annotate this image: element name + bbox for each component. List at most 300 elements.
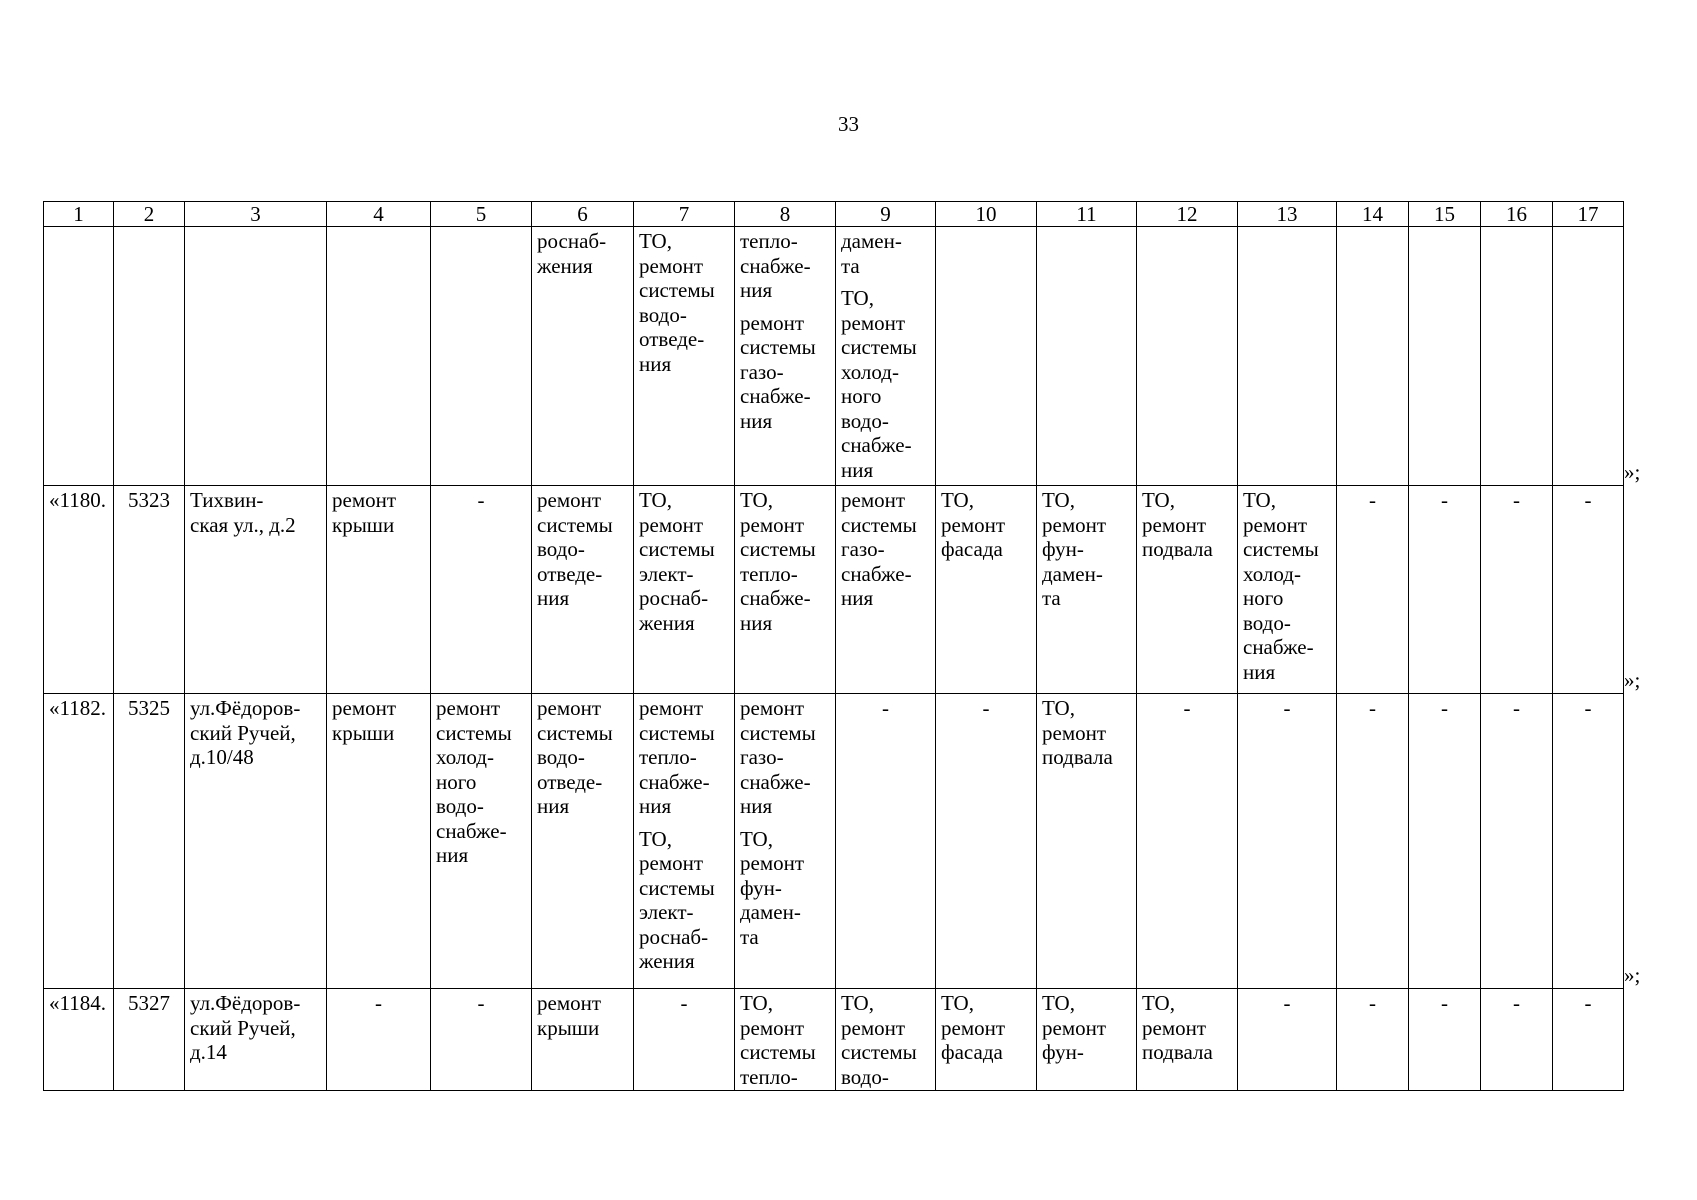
cell-text-line: водо- [841, 1064, 889, 1089]
cell-text-block [1339, 696, 1406, 721]
table-cell [44, 989, 114, 1091]
column-number: 11 [1037, 202, 1137, 227]
cell-text-block [639, 827, 731, 974]
cell-text-line: холод- [841, 359, 899, 384]
cell-text-block [941, 991, 1033, 1065]
column-number: 15 [1409, 202, 1481, 227]
cell-text-line: ремонт [740, 512, 805, 537]
table-row [44, 227, 1624, 486]
row-end-mark: »; [1624, 667, 1641, 692]
cell-text-block [433, 488, 529, 513]
cell-text-line: ремонт [1243, 512, 1308, 537]
cell-text-block [49, 488, 110, 513]
table-cell [936, 989, 1037, 1091]
cell-text-line: дамен- [740, 900, 801, 924]
cell-text-block [1142, 488, 1234, 562]
cell-text-line: газо- [740, 745, 784, 769]
cell-text-line: жения [639, 949, 695, 973]
cell-text-block [1339, 488, 1406, 513]
cell-text-line: ТО, [740, 991, 773, 1015]
cell-text-line: ния [1243, 659, 1276, 684]
column-number: 10 [936, 202, 1037, 227]
cell-text-block [537, 229, 630, 278]
cell-text-block [1483, 696, 1550, 721]
table-cell [1137, 694, 1238, 989]
cell-text-line: - [1584, 991, 1592, 1015]
table-cell [1553, 486, 1624, 694]
cell-text-line: подвала [1142, 1040, 1213, 1064]
cell-text-line: тепло- [740, 229, 798, 253]
cell-text-block [433, 991, 529, 1016]
row-end-mark: »; [1624, 459, 1641, 484]
cell-text-line: ремонт [537, 488, 602, 512]
table-cell [1238, 227, 1337, 486]
cell-text-block [1243, 488, 1333, 684]
cell-text-block [838, 696, 933, 721]
cell-text-line: снабже- [841, 561, 912, 586]
cell-text-line: водо- [639, 302, 687, 327]
cell-text-line: фасада [941, 537, 1003, 561]
cell-text-line: системы [841, 1040, 917, 1064]
cell-text-line: газо- [740, 359, 784, 384]
column-number: 12 [1137, 202, 1238, 227]
cell-text-line: снабже- [436, 818, 507, 843]
table-cell [114, 989, 185, 1091]
cell-text-line: «1184. [49, 991, 106, 1015]
cell-text-block [190, 991, 323, 1065]
table-cell [532, 486, 634, 694]
table-cell [327, 486, 431, 694]
cell-text-line: газо- [841, 537, 885, 561]
cell-text-line: ТО, [1142, 488, 1175, 512]
table-cell [327, 227, 431, 486]
column-number: 8 [735, 202, 836, 227]
page-number: 33 [838, 112, 859, 136]
cell-text-line: ТО, [740, 826, 773, 851]
table-cell [1238, 486, 1337, 694]
cell-text-line: ТО, [639, 229, 672, 253]
cell-text-line: фун- [1042, 537, 1084, 561]
table-cell [634, 227, 735, 486]
cell-text-block [1042, 488, 1133, 611]
cell-text-line: крыши [332, 720, 395, 745]
cell-text-line: - [1283, 696, 1291, 720]
cell-text-line: ремонт [537, 991, 602, 1015]
cell-text-block [537, 991, 630, 1040]
cell-text-line: д.14 [190, 1040, 227, 1064]
table-cell [634, 486, 735, 694]
cell-text-block [841, 286, 932, 482]
table-cell [1409, 989, 1481, 1091]
cell-text-block [1411, 488, 1478, 513]
cell-text-line: ТО, [1042, 696, 1075, 720]
cell-text-block [116, 488, 182, 513]
cell-text-block [1411, 991, 1478, 1016]
table-cell [1553, 227, 1624, 486]
cell-text-line: системы [740, 335, 816, 359]
column-number: 17 [1553, 202, 1624, 227]
cell-text-line: ремонт [740, 696, 805, 720]
table-cell [634, 694, 735, 989]
cell-text-line: ния [639, 351, 672, 376]
cell-text-line: ния [740, 408, 773, 433]
cell-text-line: системы [639, 278, 715, 302]
cell-text-block [841, 991, 932, 1089]
cell-text-line: - [1513, 696, 1520, 720]
table-cell [114, 227, 185, 486]
table-cell [327, 989, 431, 1091]
cell-text-line: - [477, 488, 485, 512]
table-cell [1037, 694, 1137, 989]
cell-text-line: ремонт [841, 310, 906, 335]
cell-text-line: системы [841, 512, 917, 537]
cell-text-line: - [375, 991, 382, 1015]
cell-text-line: ния [436, 843, 469, 867]
cell-text-line: 5323 [128, 488, 170, 512]
cell-text-line: - [1584, 488, 1592, 512]
cell-text-line: ремонт [1142, 1015, 1207, 1040]
column-number-row [44, 202, 1624, 227]
cell-text-block [1555, 488, 1621, 513]
cell-text-line: ного [841, 384, 882, 408]
cell-text-line: ремонт [941, 1015, 1006, 1040]
cell-text-line: та [841, 253, 860, 278]
cell-text-line: 5325 [128, 696, 170, 720]
table-cell [1137, 486, 1238, 694]
table-cell [532, 694, 634, 989]
table-cell [327, 694, 431, 989]
cell-text-line: ТО, [639, 826, 672, 851]
cell-text-block [1483, 991, 1550, 1016]
cell-text-line: Тихвин- [190, 488, 264, 512]
cell-text-line: ния [740, 278, 773, 302]
cell-text-line: ния [841, 457, 874, 482]
cell-text-line: ТО, [1042, 488, 1075, 512]
table-cell [1481, 486, 1553, 694]
column-number: 1 [44, 202, 114, 227]
cell-text-line: ул.Фёдоров- [190, 696, 301, 720]
cell-text-line: ремонт [537, 696, 602, 720]
cell-text-line: жения [639, 610, 695, 635]
column-number: 9 [836, 202, 936, 227]
cell-text-line: ния [639, 794, 672, 818]
cell-text-block [740, 311, 832, 434]
table-cell [1409, 694, 1481, 989]
cell-text-block [636, 991, 732, 1016]
cell-text-line: та [740, 924, 759, 949]
cell-text-line: дамен- [841, 229, 902, 253]
table-cell [1037, 486, 1137, 694]
cell-text-line: ский Ручей, [190, 720, 296, 745]
cell-text-line: снабже- [740, 769, 811, 794]
cell-text-line: ремонт [1042, 720, 1107, 745]
cell-text-line: «1180. [49, 488, 106, 512]
table-cell [1238, 989, 1337, 1091]
column-number: 5 [431, 202, 532, 227]
cell-text-line: роснаб- [639, 924, 709, 949]
cell-text-line: снабже- [740, 586, 811, 610]
cell-text-block [740, 696, 832, 819]
cell-text-line: - [1369, 991, 1376, 1015]
cell-text-line: ТО, [639, 488, 672, 512]
cell-text-line: тепло- [740, 561, 798, 586]
table-row [44, 989, 1624, 1091]
column-number: 7 [634, 202, 735, 227]
cell-text-block [1042, 696, 1133, 770]
table-cell [1137, 989, 1238, 1091]
cell-text-block [190, 696, 323, 770]
table-cell [185, 227, 327, 486]
cell-text-line: крыши [537, 1015, 600, 1040]
cell-text-line: ния [740, 610, 773, 635]
cell-text-line: системы [740, 537, 816, 561]
cell-text-line: ский Ручей, [190, 1015, 296, 1040]
cell-text-block [1555, 696, 1621, 721]
cell-text-line: системы [841, 335, 917, 359]
cell-text-block [1139, 696, 1235, 721]
table-cell [735, 694, 836, 989]
cell-text-line: снабже- [1243, 635, 1314, 659]
cell-text-block [49, 696, 110, 721]
cell-text-line: системы [740, 720, 816, 745]
cell-text-line: ТО, [740, 488, 773, 512]
table-cell [1481, 989, 1553, 1091]
table-cell [431, 227, 532, 486]
cell-text-line: ремонт [332, 488, 397, 512]
cell-text-block [740, 488, 832, 635]
cell-text-line: - [1283, 991, 1291, 1015]
cell-text-line: ремонт [639, 851, 704, 875]
cell-text-line: - [680, 991, 688, 1015]
column-number: 16 [1481, 202, 1553, 227]
table-cell [1337, 227, 1409, 486]
cell-text-block [116, 991, 182, 1016]
cell-text-block [1411, 696, 1478, 721]
cell-text-line: - [982, 696, 990, 720]
table-cell [936, 486, 1037, 694]
cell-text-block [639, 696, 731, 819]
column-number: 6 [532, 202, 634, 227]
table-cell [1337, 989, 1409, 1091]
table-cell [431, 694, 532, 989]
cell-text-line: ремонт [1142, 512, 1207, 537]
cell-text-line: ремонт [841, 488, 906, 512]
cell-text-block [537, 488, 630, 611]
cell-text-line: - [477, 991, 485, 1015]
cell-text-block [49, 991, 110, 1016]
cell-text-line: снабже- [639, 769, 710, 794]
cell-text-line: ТО, [841, 286, 874, 310]
cell-text-block [1555, 991, 1621, 1016]
table-cell [836, 486, 936, 694]
cell-text-line: водо- [841, 408, 889, 433]
cell-text-block [740, 827, 832, 950]
cell-text-line: 5327 [128, 991, 170, 1015]
cell-text-block [841, 488, 932, 611]
cell-text-line: - [1513, 488, 1520, 512]
cell-text-block [841, 229, 932, 278]
table-cell [44, 694, 114, 989]
cell-text-line: ТО, [1042, 991, 1075, 1015]
cell-text-block [1042, 991, 1133, 1065]
row-end-mark: »; [1624, 962, 1641, 987]
column-number: 13 [1238, 202, 1337, 227]
cell-text-block [1142, 991, 1234, 1065]
table-cell [634, 989, 735, 1091]
cell-text-line: ТО, [941, 991, 974, 1015]
table-cell [735, 486, 836, 694]
cell-text-line: ния [537, 794, 570, 818]
cell-text-line: ного [1243, 586, 1284, 610]
cell-text-line: системы [436, 720, 512, 745]
cell-text-line: фасада [941, 1040, 1003, 1064]
table-cell [1409, 486, 1481, 694]
table-cell [1337, 486, 1409, 694]
cell-text-line: ремонт [639, 253, 704, 278]
cell-text-block [436, 696, 528, 868]
cell-text-line: ремонт [740, 310, 805, 335]
cell-text-line: крыши [332, 512, 395, 537]
table-cell [1238, 694, 1337, 989]
cell-text-line: ремонт [941, 512, 1006, 537]
cell-text-line: ремонт [332, 696, 397, 720]
cell-text-line: роснаб- [639, 586, 709, 610]
cell-text-line: ская ул., д.2 [190, 512, 296, 537]
table-cell [936, 694, 1037, 989]
cell-text-block [1240, 696, 1334, 721]
cell-text-line: дамен- [1042, 561, 1103, 586]
cell-text-line: - [1513, 991, 1520, 1015]
cell-text-block [740, 991, 832, 1089]
cell-text-line: водо- [537, 745, 585, 769]
cell-text-line: отведе- [537, 561, 603, 586]
cell-text-block [740, 229, 832, 303]
table-cell [185, 486, 327, 694]
table-cell [431, 989, 532, 1091]
cell-text-line: подвала [1042, 745, 1113, 769]
cell-text-line: «1182. [49, 696, 106, 720]
cell-text-line: отведе- [537, 769, 603, 794]
column-number: 3 [185, 202, 327, 227]
cell-text-line: ремонт [841, 1015, 906, 1040]
cell-text-line: подвала [1142, 537, 1213, 561]
cell-text-block [190, 488, 323, 537]
cell-text-line: водо- [1243, 610, 1291, 635]
cell-text-line: системы [1243, 537, 1319, 561]
table-cell [836, 989, 936, 1091]
cell-text-line: тепло- [740, 1064, 798, 1089]
cell-text-line: ТО, [1243, 488, 1276, 512]
cell-text-line: элект- [639, 900, 694, 924]
cell-text-block [537, 696, 630, 819]
cell-text-line: - [1441, 991, 1448, 1015]
cell-text-block [1339, 991, 1406, 1016]
table-cell [114, 694, 185, 989]
column-number: 2 [114, 202, 185, 227]
cell-text-line: снабже- [740, 253, 811, 278]
cell-text-line: ул.Фёдоров- [190, 991, 301, 1015]
cell-text-line: ния [740, 794, 773, 818]
cell-text-line: фун- [740, 875, 782, 900]
cell-text-line: ТО, [841, 991, 874, 1015]
cell-text-line: ния [841, 586, 874, 610]
cell-text-line: фун- [1042, 1040, 1084, 1064]
cell-text-line: холод- [1243, 561, 1301, 586]
cell-text-line: - [1441, 696, 1448, 720]
cell-text-line: та [1042, 586, 1061, 610]
cell-text-line: ТО, [941, 488, 974, 512]
works-table [43, 201, 1624, 1091]
cell-text-line: снабже- [740, 384, 811, 408]
cell-text-line: системы [639, 875, 715, 900]
table-cell [936, 227, 1037, 486]
cell-text-line: - [1441, 488, 1448, 512]
cell-text-line: ремонт [1042, 512, 1107, 537]
table-cell [735, 227, 836, 486]
column-number: 14 [1337, 202, 1409, 227]
cell-text-line: тепло- [639, 745, 697, 769]
table-cell [1337, 694, 1409, 989]
cell-text-line: д.10/48 [190, 745, 254, 769]
cell-text-line: водо- [436, 794, 484, 818]
cell-text-line: - [1584, 696, 1592, 720]
table-cell [431, 486, 532, 694]
cell-text-line: отведе- [639, 327, 705, 351]
cell-text-line: - [1369, 488, 1376, 512]
cell-text-block [941, 488, 1033, 562]
cell-text-line: ремонт [436, 696, 501, 720]
cell-text-line: ремонт [740, 851, 805, 875]
column-number: 4 [327, 202, 431, 227]
table-cell [532, 989, 634, 1091]
cell-text-block [116, 696, 182, 721]
table-cell [44, 486, 114, 694]
table-cell [1137, 227, 1238, 486]
cell-text-block [1240, 991, 1334, 1016]
table-cell [1037, 227, 1137, 486]
table-cell [1553, 694, 1624, 989]
cell-text-line: - [882, 696, 889, 720]
table-cell [1481, 694, 1553, 989]
table-cell [532, 227, 634, 486]
cell-text-block [329, 991, 428, 1016]
table-cell [1409, 227, 1481, 486]
table-cell [836, 694, 936, 989]
cell-text-line: элект- [639, 561, 694, 586]
table-cell [44, 227, 114, 486]
cell-text-line: системы [639, 720, 715, 745]
cell-text-line: ремонт [1042, 1015, 1107, 1040]
table-cell [114, 486, 185, 694]
cell-text-line: холод- [436, 745, 494, 769]
cell-text-line: системы [639, 537, 715, 561]
cell-text-block [1483, 488, 1550, 513]
table-cell [1553, 989, 1624, 1091]
cell-text-line: водо- [537, 537, 585, 561]
cell-text-line: ремонт [740, 1015, 805, 1040]
cell-text-line: роснаб- [537, 229, 607, 253]
cell-text-line: ТО, [1142, 991, 1175, 1015]
cell-text-line: снабже- [841, 433, 912, 457]
cell-text-line: жения [537, 253, 593, 278]
cell-text-block [938, 696, 1034, 721]
table-cell [735, 989, 836, 1091]
table-cell [1037, 989, 1137, 1091]
cell-text-block [639, 488, 731, 635]
table-cell [185, 694, 327, 989]
cell-text-line: системы [537, 720, 613, 745]
cell-text-line: ния [537, 586, 570, 610]
